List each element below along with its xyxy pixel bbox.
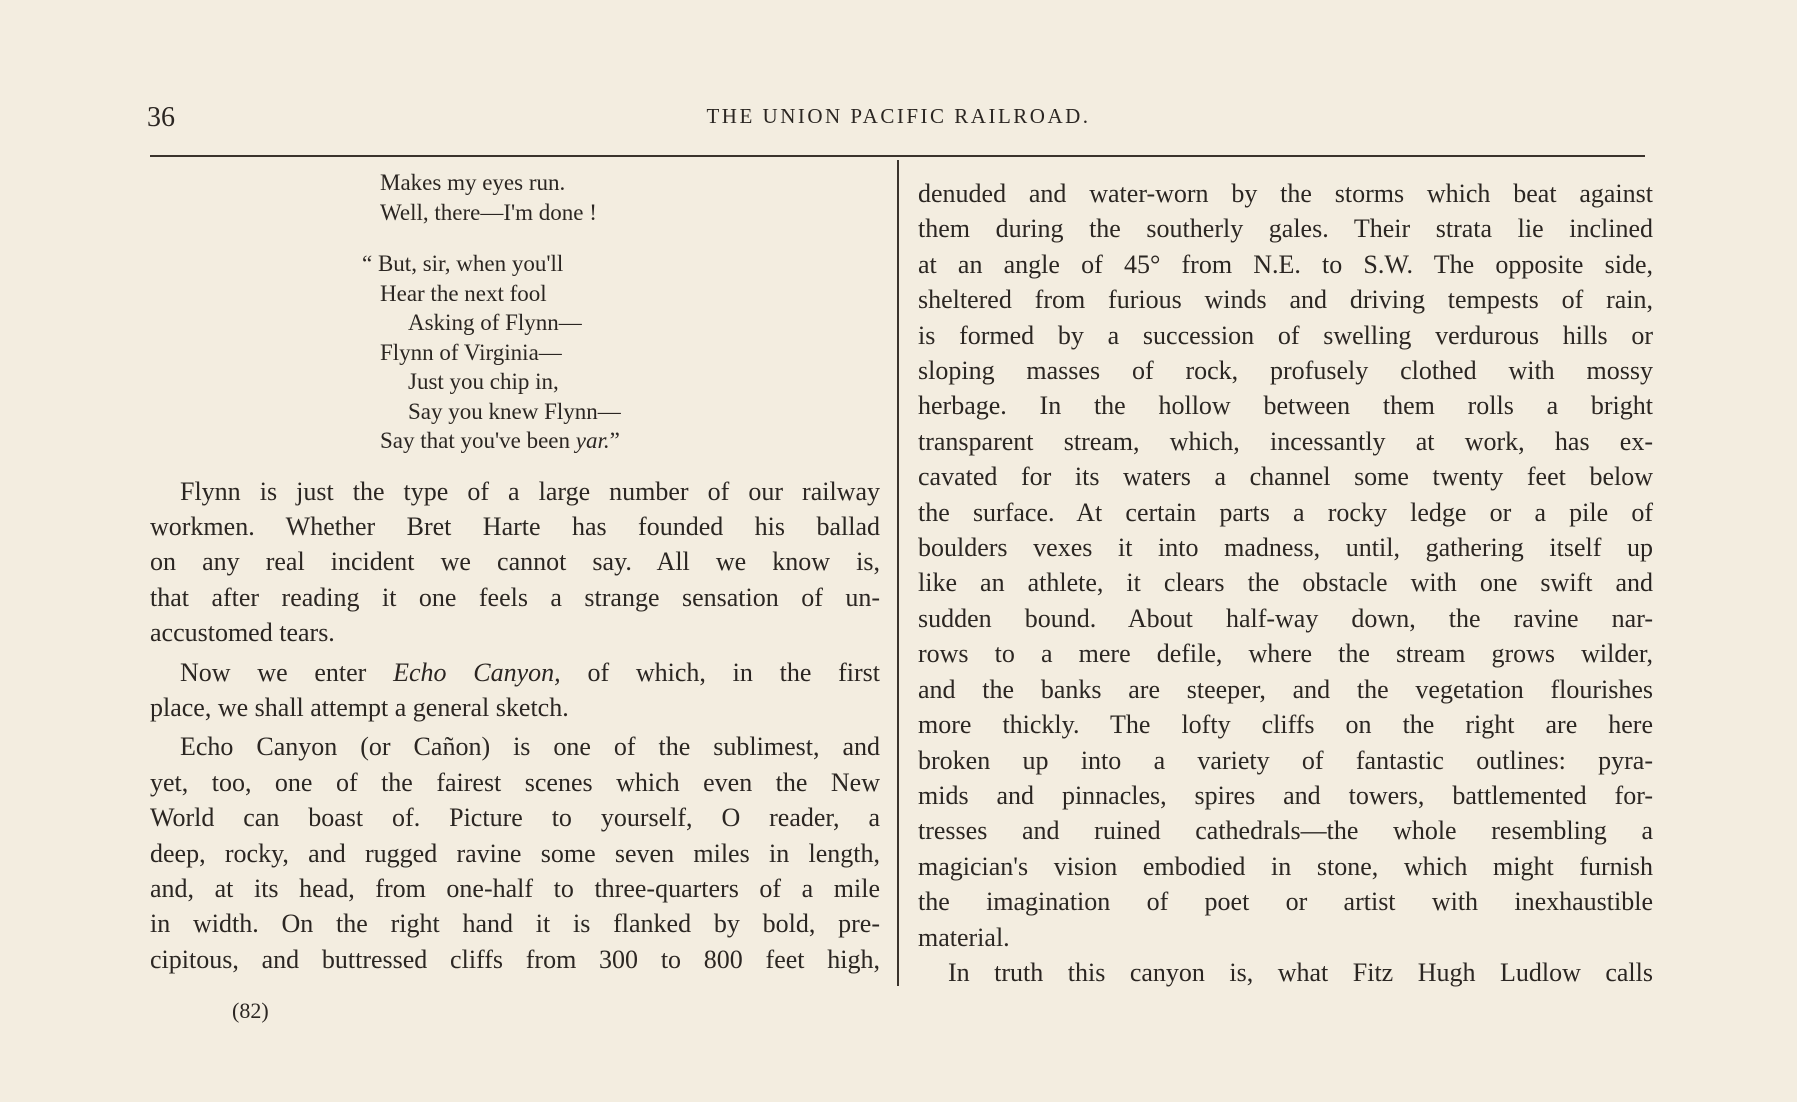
text-line: deep, rocky, and rugged ravine some seven miles in length, (150, 838, 880, 868)
text-line: the imagination of poet or artist with inexhaustible (918, 887, 1653, 917)
running-head: THE UNION PACIFIC RAILROAD. (706, 104, 1091, 128)
text-line: cipitous, and buttressed cliffs from 300 to 800 feet high, (150, 944, 880, 974)
text-line: Flynn is just the type of a large number of our railway (180, 476, 880, 506)
text-line: in width. On the right hand it is flanked by bold, pre- (150, 909, 880, 939)
text-line: In truth this canyon is, what Fitz Hugh Ludlow calls (948, 957, 1653, 987)
text-line: sheltered from furious winds and driving tempests of rain, (918, 285, 1653, 315)
text-line: is formed by a succession of swelling verdurous hills or (918, 320, 1653, 350)
text-line: the surface. At certain parts a rocky ledge or a pile of (918, 497, 1653, 527)
text-line: tresses and ruined cathedrals—the whole resembling a (918, 816, 1653, 846)
poem-line: “ But, sir, when you'll (362, 251, 564, 276)
text-line: Echo Canyon (or Cañon) is one of the sublimest, and (180, 732, 880, 762)
poem-line: Say you knew Flynn— (408, 398, 621, 424)
text-line: and the banks are steeper, and the vegetation flourishes (918, 674, 1653, 704)
text-line: place, we shall attempt a general sketch. (150, 692, 569, 722)
paragraph-echo-canyon (150, 729, 880, 977)
poem-line: Flynn of Virginia— (380, 339, 562, 365)
left-column (150, 168, 880, 977)
text-line: mids and pinnacles, spires and towers, battlemented for- (918, 780, 1653, 810)
poem-line: Hear the next fool (380, 280, 547, 306)
text-line: them during the southerly gales. Their strata lie inclined (918, 214, 1653, 244)
text-line: cavated for its waters a channel some twenty feet below (918, 462, 1653, 492)
paragraph-echo-intro (150, 655, 880, 726)
text-line: at an angle of 45° from N.E. to S.W. The opposite side, (918, 249, 1653, 279)
poem-line: Well, there—I'm done ! (380, 199, 597, 225)
text-line: magician's vision embodied in stone, which might furnish (918, 851, 1653, 881)
text-line: material. (918, 922, 1010, 952)
text-line: transparent stream, which, incessantly at work, has ex- (918, 426, 1653, 456)
paragraph-ravine (918, 176, 1653, 955)
paragraph-flynn (150, 474, 880, 651)
poem-excerpt (362, 168, 880, 456)
text-line: sloping masses of rock, profusely clothed with mossy (918, 356, 1653, 386)
paragraph-ludlow (918, 955, 1653, 990)
text-line: broken up into a variety of fantastic outlines: pyra- (918, 745, 1653, 775)
page-number: 36 (147, 102, 175, 133)
poem-line: Just you chip in, (408, 369, 559, 394)
text-line: Now we enter Echo Canyon, of which, in the first (180, 657, 881, 687)
text-line: yet, too, one of the fairest scenes which even the New (150, 767, 880, 797)
text-line: accustomed tears. (150, 618, 335, 648)
text-line: that after reading it one feels a strange sensation of un- (150, 582, 880, 612)
text-line: boulders vexes it into madness, until, gathering itself up (918, 533, 1653, 563)
right-column (918, 176, 1653, 990)
text-line: denuded and water-worn by the storms which beat against (918, 179, 1653, 208)
poem-line: Asking of Flynn— (408, 310, 582, 335)
page-header (0, 92, 1797, 132)
text-line: workmen. Whether Bret Harte has founded his ballad (150, 511, 880, 541)
text-line: on any real incident we cannot say. All we know is, (150, 547, 880, 577)
text-line: herbage. In the hollow between them rolls a bright (918, 391, 1653, 421)
text-line: World can boast of. Picture to yourself, O reader, a (150, 803, 880, 833)
text-line: rows to a mere defile, where the stream grows wilder, (918, 639, 1653, 669)
poem-line: Makes my eyes run. (380, 170, 566, 195)
column-divider (897, 160, 899, 986)
text-line: more thickly. The lofty cliffs on the right are here (918, 710, 1653, 740)
signature-mark: (82) (232, 998, 269, 1023)
text-line: like an athlete, it clears the obstacle with one swift and (918, 568, 1653, 598)
text-line: sudden bound. About half-way down, the ravine nar- (918, 603, 1653, 633)
header-rule (150, 155, 1645, 157)
poem-line: Say that you've been yar.” (380, 428, 620, 453)
text-line: and, at its head, from one-half to three-quarters of a mile (150, 873, 880, 903)
